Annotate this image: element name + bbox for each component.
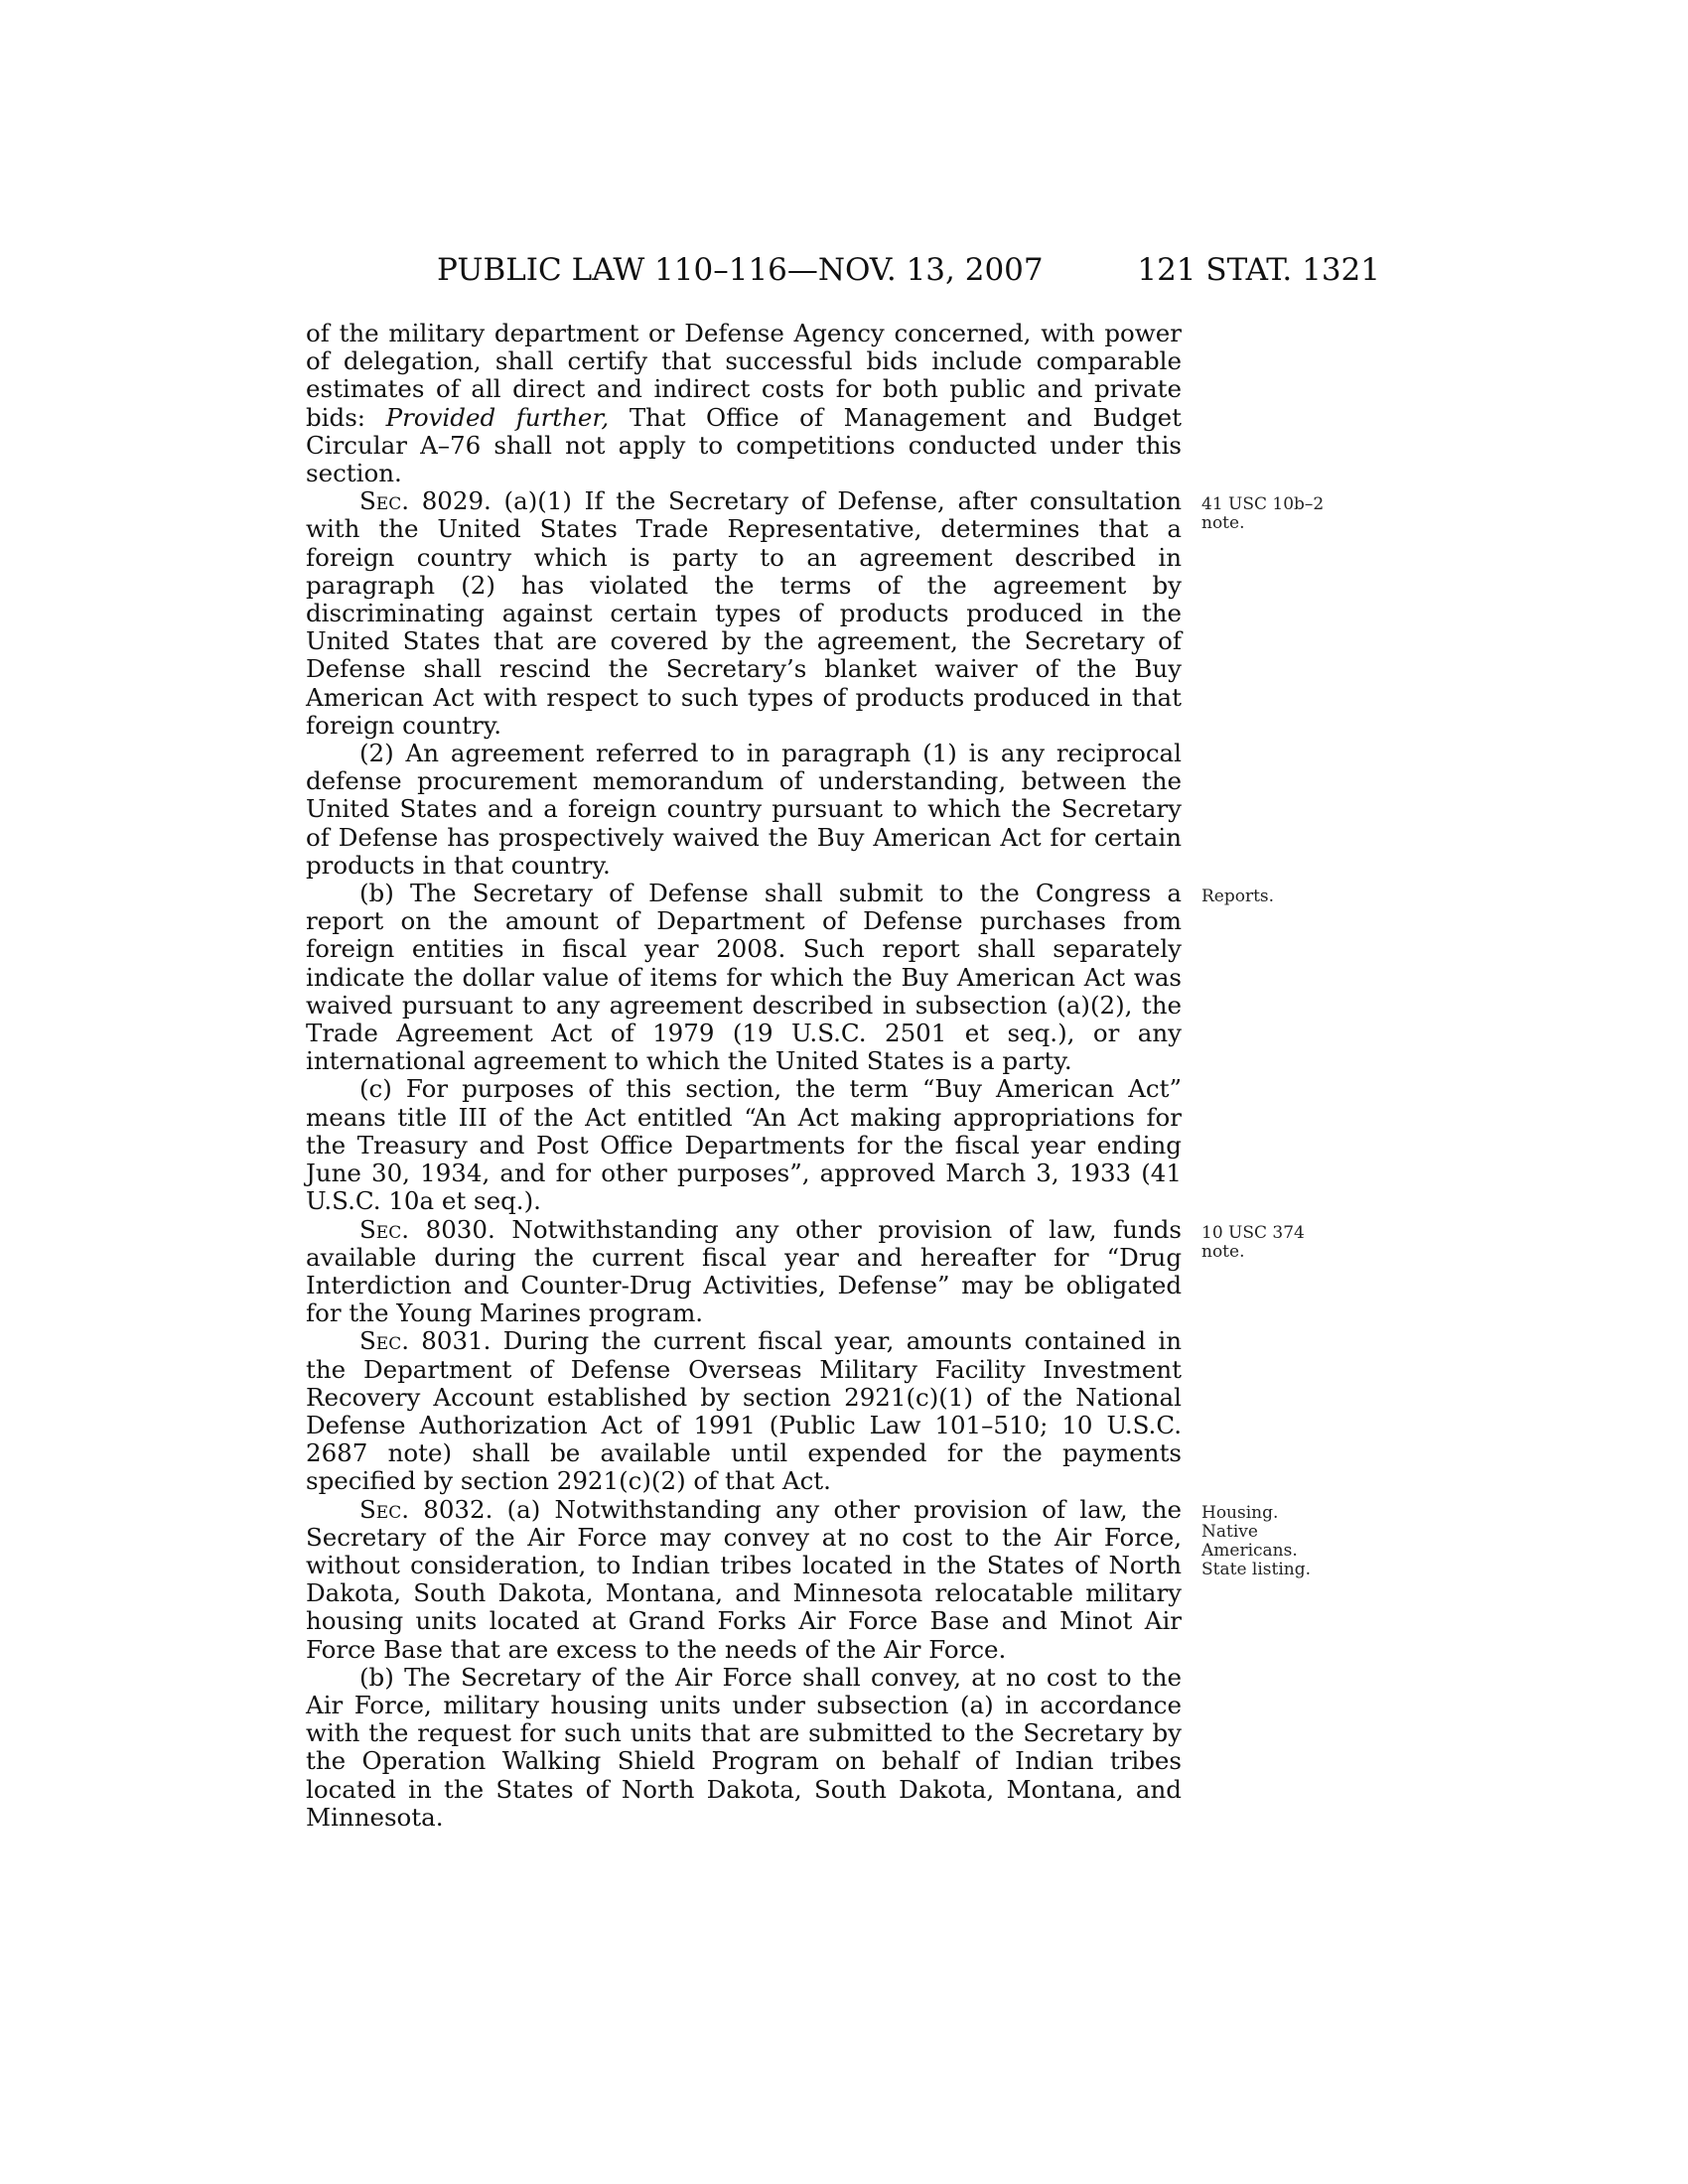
margin-note-line: Americans. bbox=[1201, 1540, 1298, 1561]
paragraph-text: 8031. During the current fiscal year, amounts contained in the Department of Defense Overseas Military Facility Investment Recovery Account established by section 2921(c)(1) of the National Defense Authorization Act of 1991 (Public Law 101–510; 10 U.S.C. 2687 note) shall be available until expended for the payments specified by section 2921(c)(2) of that Act. bbox=[306, 1326, 1182, 1496]
section-label: Sec. bbox=[359, 1214, 409, 1244]
section-8029-a2 bbox=[306, 740, 1182, 880]
margin-note-line: Native bbox=[1201, 1521, 1258, 1542]
paragraph-text-after: That Office of Management and Budget Circular A–76 shall not apply to competitions conducted under this section. bbox=[306, 402, 1182, 488]
margin-note-line: State listing. bbox=[1201, 1559, 1312, 1579]
margin-note-line: 41 USC 10b–2 bbox=[1201, 494, 1325, 515]
section-8030 bbox=[306, 1214, 1305, 1328]
margin-note-line: 10 USC 374 note. bbox=[1201, 1222, 1305, 1262]
paragraph-continuation bbox=[306, 320, 1182, 487]
proviso-italic: Provided further, bbox=[385, 402, 610, 432]
section-label: Sec. bbox=[359, 1326, 409, 1356]
section-8029-a1 bbox=[306, 486, 1325, 740]
margin-note bbox=[1201, 1504, 1350, 1579]
margin-note bbox=[1201, 1224, 1350, 1262]
margin-note bbox=[1201, 495, 1350, 533]
running-head: PUBLIC LAW 110–116—NOV. 13, 2007 bbox=[437, 252, 1044, 288]
paragraph-text: (b) The Secretary of the Air Force shall convey, at no cost to the Air Force, military housing units under subsection (a) in accordance with the request for such units that are submitted to the Secretary by the Operation Walking Shield Program on behalf of Indian tribes located in the States of North Dakota, South Dakota, Montana, and Minnesota. bbox=[306, 1662, 1182, 1832]
margin-note-line: note. bbox=[1201, 513, 1245, 534]
body-text bbox=[306, 319, 1325, 1832]
statute-page-number: 121 STAT. 1321 bbox=[1137, 252, 1380, 288]
section-8029-c bbox=[306, 1075, 1182, 1215]
paragraph-text: (2) An agreement referred to in paragraph (1) is any reciprocal defense procurement memorandum of understanding, between the United States and a foreign country pursuant to which the Secretary of Defense has prospectively waived the Buy American Act for certain products in that country. bbox=[306, 739, 1182, 880]
margin-note-line: Housing. bbox=[1201, 1502, 1279, 1523]
section-8031 bbox=[306, 1327, 1182, 1495]
paragraph-text: (c) For purposes of this section, the term “Buy American Act” means title III of the Act entitled “An Act making appropriations for the Treasury and Post Office Departments for the fiscal year ending June 30, 1934, and for other purposes”, approved March 3, 1933 (41 U.S.C. 10a et seq.). bbox=[306, 1074, 1182, 1216]
paragraph-text: (b) The Secretary of Defense shall submit to the Congress a report on the amount of Department of Defense purchases from foreign entities in fiscal year 2008. Such report shall separately indicate the dollar value of items for which the Buy American Act was waived pursuant to any agreement described in subsection (a)(2), the Trade Agreement Act of 1979 (19 U.S.C. 2501 et seq.), or any international agreement to which the United States is a party. bbox=[306, 879, 1182, 1076]
paragraph-text: 8030. Notwithstanding any other provision of law, funds available during the current fiscal year and hereafter for “Drug Interdiction and Counter-Drug Activities, Defense” may be obligated for the Young Marines program. bbox=[306, 1214, 1182, 1328]
paragraph-text: of the military department or Defense Agency concerned, with power of delegation, shall certify that successful bids include comparable estimates of all direct and indirect costs for both public and private bids: bbox=[306, 319, 1182, 432]
section-8032-a bbox=[306, 1494, 1312, 1664]
section-label: Sec. bbox=[359, 486, 409, 516]
margin-note-line: Reports. bbox=[1201, 887, 1275, 907]
section-8029-b bbox=[306, 879, 1275, 1076]
margin-note bbox=[1201, 887, 1350, 906]
page-header bbox=[437, 250, 1380, 290]
section-8032-b bbox=[306, 1664, 1182, 1832]
paragraph-text: 8032. (a) Notwithstanding any other provision of law, the Secretary of the Air Force may convey at no cost to the Air Force, without consideration, to Indian tribes located in the States of North Dakota, South Dakota, Montana, and Minnesota relocatable military housing units located at Grand Forks Air Force Base and Minot Air Force Base that are excess to the needs of the Air Force. bbox=[306, 1494, 1182, 1664]
section-label: Sec. bbox=[359, 1494, 409, 1524]
paragraph-text: 8029. (a)(1) If the Secretary of Defense, after consultation with the United States Trade Representative, determines that a foreign country which is party to an agreement described in paragraph (2) has violated the terms of the agreement by discriminating against certain types of products produced in the United States that are covered by the agreement, the Secretary of Defense shall rescind the Secretary’s blanket waiver of the Buy American Act with respect to such types of products produced in that foreign country. bbox=[306, 486, 1182, 740]
